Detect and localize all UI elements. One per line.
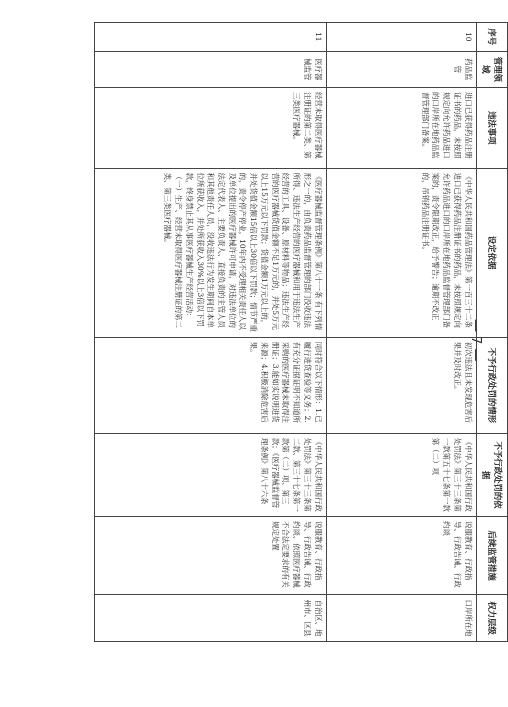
row-no: 10 [326, 23, 476, 52]
header-basis: 设定依据 [476, 168, 507, 337]
row-case: 初次违法且未发现危害后果并及时改正。 [326, 337, 476, 433]
header-case: 不予行政处罚的情形 [476, 337, 507, 433]
row-item: 进口已获得药品注册证书的药品，未按照规定向允许药品进口的口岸所在地药品监督管理部门备案。 [326, 88, 476, 169]
row-level: 药品监管 [326, 51, 476, 87]
row-follow: 说服教育、行政指导、行政告诫、行政约谈、依照医疗器械不合法定要求的有关规定处置 [94, 517, 326, 595]
row-basis: 《医疗器械监督管理条例》第八十一条 有下列情形之一的，由负责药品监督管理的部门没收违法所得、违法生产经营的医疗器械和用于违法生产经营的工具、设备、原材料等物品；违法生产经营的医疗器械货值金额不足1万元的，并处5万元以上15万元以下罚款；货值金额1万元以上的，并处货值金额15倍以上30倍以下罚款；情节严重的，责令停产停业，10年内不受理相关责任人以及单位提出的医疗器械许可申请，对违法单位的法定代表人、主要负责人、直接负责的主管人员和其他责任人员，没收违法行为发生期间自本单位所获收入，并处所获收入30%以上3倍以下罚款，终身禁止其从事医疗器械生产经营活动：（一）生产、经营未取得医疗器械注册证的第二类、第三类医疗器械。 [94, 168, 326, 337]
row-authority: 自治区、地州市、区县 [94, 595, 326, 642]
header-follow: 后续监管措施 [476, 517, 507, 595]
header-authority: 权力层级 [476, 595, 507, 642]
table-row [94, 23, 326, 642]
row-item: 经营未取得医疗器械注册证的第二类、第三类医疗器械。 [94, 88, 326, 169]
row-case: 同时符合以下情形：1.已履行进货查验等义务；2.有充分证据证明不知道所采购的医疗器械未取得注册证；3.能如实说明进货来源；4.积极消除危害后果。 [94, 337, 326, 433]
row-no: 11 [94, 23, 326, 52]
row-basis: 《中华人民共和国药品管理法》第一百三十二条 进口已获得药品注册证书的药品，未按照规定向允许药品进口的口岸所在地药品监督管理部门备案的，责令限期改正，给予警告；逾期不改正的，吊销药品注册证书。 [326, 168, 476, 337]
header-law: 不予行政处罚的依据 [476, 433, 507, 516]
page-number: — 7 — [468, 318, 483, 362]
row-level: 医疗器械监管 [94, 51, 326, 87]
row-law: 《中华人民共和国行政处罚法》第三十三条第一款第五十七条第一款第（二）项 [326, 433, 476, 516]
row-follow: 说服教育、行政指导、行政告诫、行政约谈 [326, 517, 476, 595]
penalty-exemption-table [94, 22, 508, 642]
header-no: 序号 [476, 23, 507, 52]
header-item: 违法事项 [476, 88, 507, 169]
header-level: 管理领域 [476, 51, 507, 87]
row-law: 《中华人民共和国行政处罚法》第三十三条第二款、第三十七条第一款第（二）项、第三款；《医疗器械监督管理条例》第八十六条 [94, 433, 326, 516]
table-row [326, 23, 476, 642]
row-authority: 口岸所在地 [326, 595, 476, 642]
